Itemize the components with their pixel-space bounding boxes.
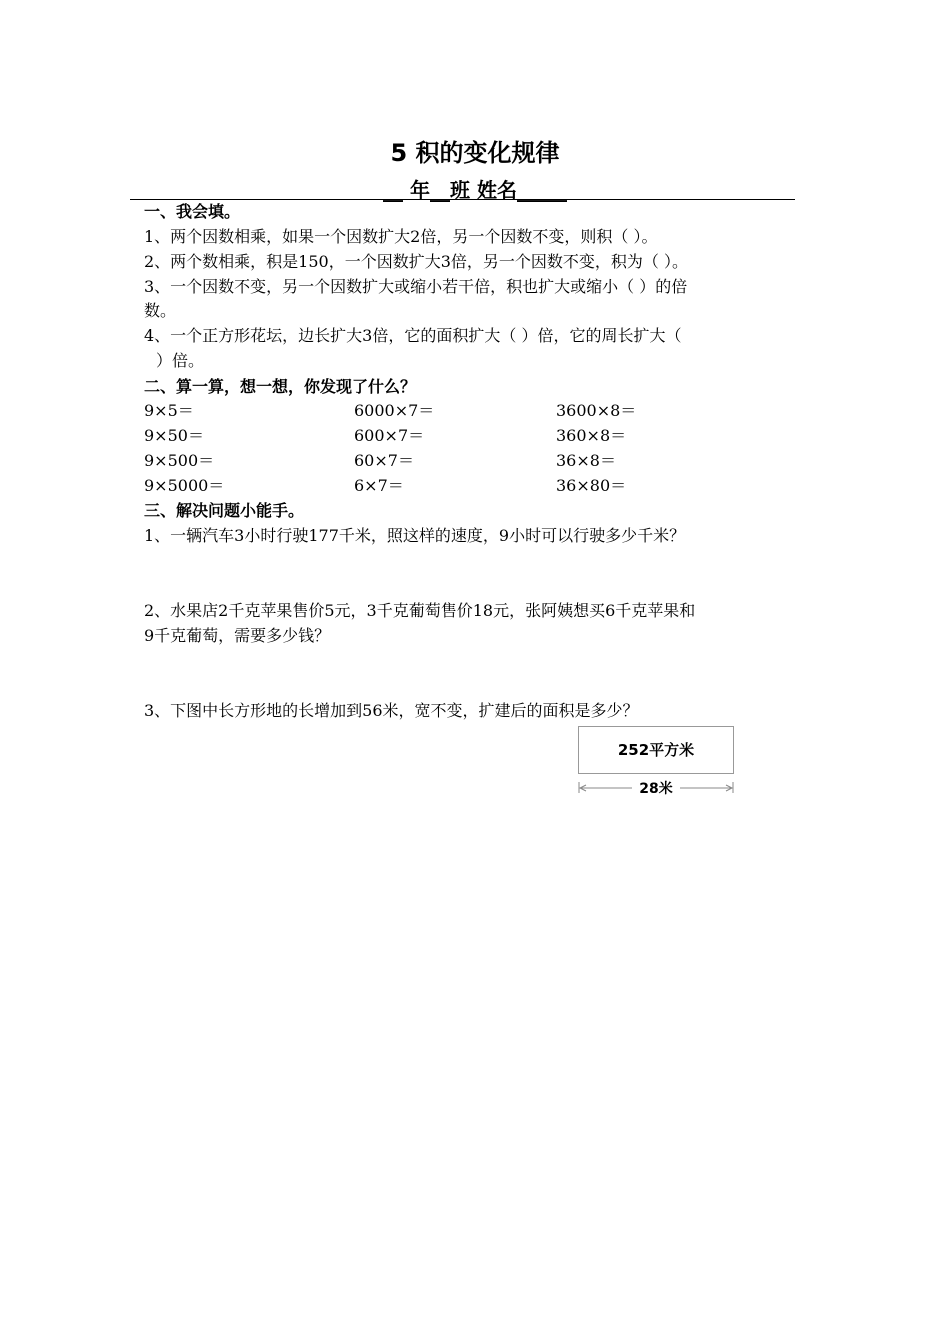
calc-item: 6×7＝	[354, 476, 404, 495]
calc-item: 600×7＝	[354, 426, 425, 445]
length-dimension	[578, 778, 734, 798]
section3-heading: 三、解决问题小能手。	[144, 501, 305, 520]
worksheet-title: 5 积的变化规律	[390, 139, 560, 167]
calc-item: 9×5＝	[144, 401, 194, 420]
section2-heading: 二、算一算，想一想，你发现了什么？	[144, 377, 417, 396]
section3-question-2: 2、水果店2千克苹果售价5元，3千克葡萄售价18元，张阿姨想买6千克苹果和	[144, 601, 696, 620]
length-label: 28米	[639, 781, 673, 797]
calc-item: 36×80＝	[556, 476, 627, 495]
section3-question-1: 1、一辆汽车3小时行驶177千米，照这样的速度，9小时可以行驶多少千米？	[144, 526, 686, 545]
rectangle-figure	[578, 726, 734, 774]
class-name-line: __ 年__班 姓名_____	[383, 178, 567, 202]
calc-item: 60×7＝	[354, 451, 414, 470]
calc-item: 36×8＝	[556, 451, 616, 470]
calc-item: 9×50＝	[144, 426, 204, 445]
calc-item: 9×500＝	[144, 451, 215, 470]
section1-question-3: 3、一个因数不变，另一个因数扩大或缩小若干倍，积也扩大或缩小（ ）的倍	[144, 277, 688, 296]
section1-question-4-cont: ）倍。	[156, 351, 205, 370]
calc-item: 9×5000＝	[144, 476, 225, 495]
header-divider	[130, 199, 795, 200]
calc-item: 3600×8＝	[556, 401, 637, 420]
section1-question-2: 2、两个数相乘，积是150，一个因数扩大3倍，另一个因数不变，积为（ ）。	[144, 252, 688, 271]
section1-heading: 一、我会填。	[144, 202, 241, 221]
section1-question-4: 4、一个正方形花坛，边长扩大3倍，它的面积扩大（ ）倍，它的周长扩大（	[144, 326, 682, 345]
section3-question-2-cont: 9千克葡萄，需要多少钱？	[144, 626, 331, 645]
calc-item: 6000×7＝	[354, 401, 435, 420]
section3-question-3: 3、下图中长方形地的长增加到56米，宽不变，扩建后的面积是多少？	[144, 701, 639, 720]
section1-question-3-cont: 数。	[144, 301, 177, 320]
section1-question-1: 1、两个因数相乘，如果一个因数扩大2倍，另一个因数不变，则积（ ）。	[144, 227, 658, 246]
area-label: 252平方米	[617, 741, 695, 759]
calc-item: 360×8＝	[556, 426, 627, 445]
